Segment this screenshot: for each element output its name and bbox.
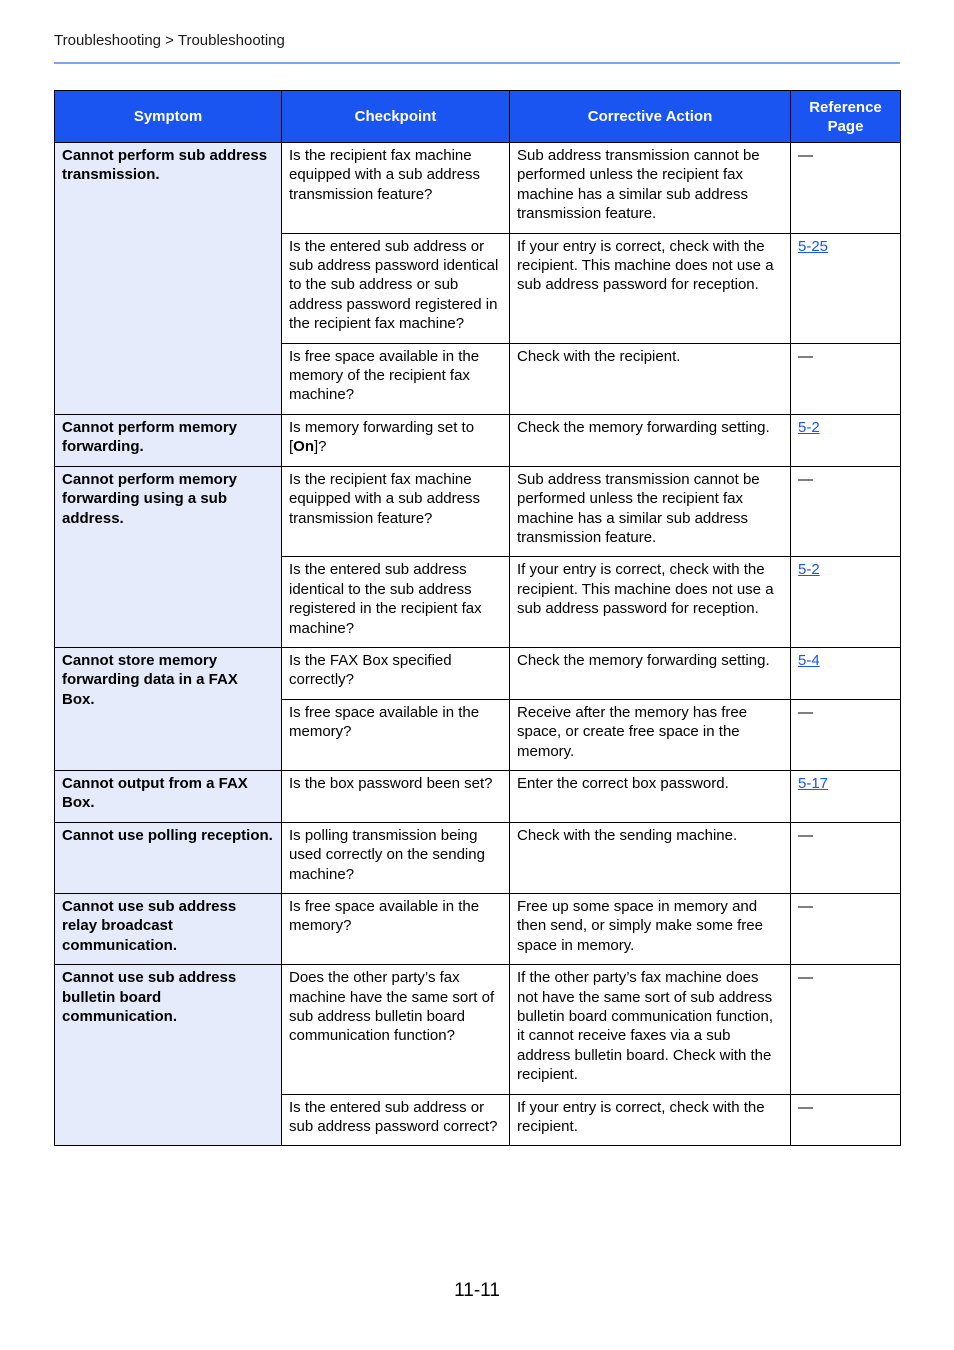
reference-page-cell — [791, 343, 901, 414]
corrective-action-cell: Receive after the memory has free space, or create free space in the memory. — [510, 699, 791, 770]
checkpoint-cell: Is the entered sub address or sub address password correct? — [282, 1094, 510, 1146]
corrective-action-cell: If your entry is correct, check with the recipient. — [510, 1094, 791, 1146]
table-row — [55, 414, 901, 466]
table-row — [55, 770, 901, 822]
symptom-cell: Cannot output from a FAX Box. — [55, 770, 282, 822]
column-header-checkpoint: Checkpoint — [282, 91, 510, 143]
symptom-cell: Cannot perform sub address transmission. — [55, 143, 282, 415]
breadcrumb: Troubleshooting > Troubleshooting — [54, 32, 285, 49]
checkpoint-text: Is memory forwarding set to [ — [289, 418, 475, 456]
reference-page-cell — [791, 894, 901, 965]
reference-page-none: — — [798, 898, 813, 915]
table-row — [55, 143, 901, 234]
symptom-cell: Cannot perform memory forwarding. — [55, 414, 282, 466]
checkpoint-cell: Does the other party’s fax machine have the same sort of sub address bulletin board communication function? — [282, 965, 510, 1094]
checkpoint-cell: Is free space available in the memory of the recipient fax machine? — [282, 343, 510, 414]
checkpoint-cell: Is polling transmission being used correctly on the sending machine? — [282, 822, 510, 893]
reference-page-link[interactable]: 5-25 — [798, 237, 829, 255]
setting-value: On — [293, 438, 315, 456]
troubleshooting-table — [54, 90, 901, 1146]
reference-page-cell — [791, 143, 901, 234]
reference-page-cell — [791, 822, 901, 893]
checkpoint-cell: Is the box password been set? — [282, 770, 510, 822]
corrective-action-cell: If the other party’s fax machine does not have the same sort of sub address bulletin board communication function, it cannot receive faxes via a sub address bulletin board. Check with the recipient. — [510, 965, 791, 1094]
column-header-reference-page: Reference Page — [791, 91, 901, 143]
reference-page-none: — — [798, 470, 813, 488]
checkpoint-cell: Is free space available in the memory? — [282, 894, 510, 965]
table-row — [55, 965, 901, 1094]
table-row — [55, 466, 901, 557]
symptom-cell: Cannot use polling reception. — [55, 822, 282, 893]
reference-page-none: — — [798, 347, 813, 365]
reference-page-cell — [791, 965, 901, 1094]
reference-page-link[interactable]: 5-17 — [798, 774, 829, 792]
corrective-action-cell: Sub address transmission cannot be performed unless the recipient fax machine has a similar sub address transmission feature. — [510, 143, 791, 234]
reference-page-link[interactable]: 5-4 — [798, 651, 820, 669]
reference-page-cell — [791, 466, 901, 557]
column-header-symptom: Symptom — [55, 91, 282, 143]
checkpoint-cell — [282, 414, 510, 466]
corrective-action-cell: Check the memory forwarding setting. — [510, 414, 791, 466]
reference-page-none: — — [798, 703, 813, 721]
reference-page-cell — [791, 557, 901, 648]
corrective-action-cell: Check the memory forwarding setting. — [510, 647, 791, 699]
corrective-action-cell: If your entry is correct, check with the recipient. This machine does not use a sub address password for reception. — [510, 557, 791, 648]
checkpoint-text: ]? — [314, 438, 327, 456]
corrective-action-cell: Free up some space in memory and then send, or simply make some free space in memory. — [510, 894, 791, 965]
reference-page-none: — — [798, 826, 813, 844]
reference-page-cell — [791, 647, 901, 699]
reference-page-cell — [791, 699, 901, 770]
symptom-cell: Cannot store memory forwarding data in a FAX Box. — [55, 647, 282, 770]
corrective-action-cell: Check with the recipient. — [510, 343, 791, 414]
header-divider — [54, 62, 900, 64]
reference-page-link[interactable]: 5-2 — [798, 418, 820, 436]
reference-page-cell — [791, 233, 901, 343]
reference-page-cell — [791, 770, 901, 822]
table-row — [55, 822, 901, 893]
reference-page-cell — [791, 1094, 901, 1146]
table-row — [55, 647, 901, 699]
table-header-row — [55, 91, 901, 143]
column-header-corrective-action: Corrective Action — [510, 91, 791, 143]
reference-page-none: — — [798, 147, 813, 164]
reference-page-none: — — [798, 1098, 813, 1116]
corrective-action-cell: Enter the correct box password. — [510, 770, 791, 822]
symptom-cell: Cannot use sub address relay broadcast communication. — [55, 894, 282, 965]
reference-page-cell — [791, 414, 901, 466]
symptom-cell: Cannot use sub address bulletin board communication. — [55, 965, 282, 1146]
corrective-action-cell: Check with the sending machine. — [510, 822, 791, 893]
table-row — [55, 894, 901, 965]
table-body — [55, 143, 901, 1146]
corrective-action-cell: If your entry is correct, check with the recipient. This machine does not use a sub address password for reception. — [510, 233, 791, 343]
symptom-cell: Cannot perform memory forwarding using a sub address. — [55, 466, 282, 647]
checkpoint-cell: Is the FAX Box specified correctly? — [282, 647, 510, 699]
checkpoint-cell: Is the recipient fax machine equipped with a sub address transmission feature? — [282, 466, 510, 557]
checkpoint-cell: Is the entered sub address identical to the sub address registered in the recipient fax machine? — [282, 557, 510, 648]
checkpoint-cell: Is free space available in the memory? — [282, 699, 510, 770]
page-number: 11-11 — [454, 1280, 500, 1301]
checkpoint-cell: Is the recipient fax machine equipped with a sub address transmission feature? — [282, 143, 510, 234]
corrective-action-cell: Sub address transmission cannot be performed unless the recipient fax machine has a similar sub address transmission feature. — [510, 466, 791, 557]
reference-page-none: — — [798, 969, 813, 987]
checkpoint-cell: Is the entered sub address or sub address password identical to the sub address or sub address password registered in the recipient fax machine? — [282, 233, 510, 343]
reference-page-link[interactable]: 5-2 — [798, 561, 820, 579]
